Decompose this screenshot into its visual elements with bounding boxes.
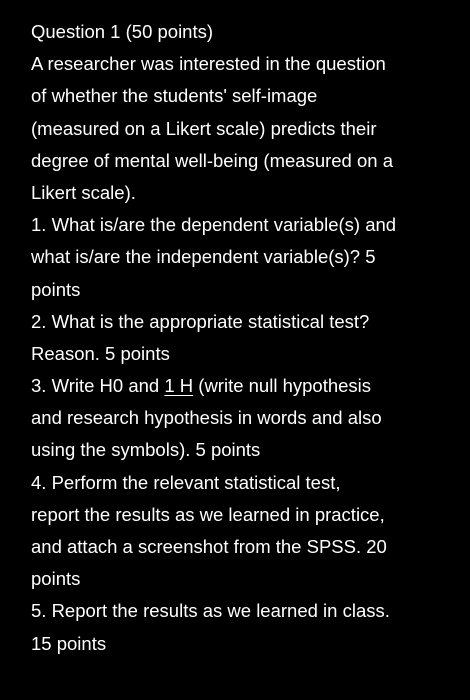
item-4-line: 4. Perform the relevant statistical test, xyxy=(31,471,341,493)
item-4-line: report the results as we learned in practice, xyxy=(31,503,385,525)
item-5-line: 15 points xyxy=(31,632,107,654)
item-2-line: 2. What is the appropriate statistical test? xyxy=(31,310,370,332)
item-3-underlined-h1: 1 H xyxy=(164,375,194,397)
intro-line: degree of mental well-being (measured on a xyxy=(31,149,393,171)
item-3-suffix: (write null hypothesis xyxy=(193,375,372,397)
intro-line: A researcher was interested in the question xyxy=(31,53,386,75)
item-1-line: what is/are the independent variable(s)? 5 xyxy=(31,246,376,268)
item-4-line: and attach a screenshot from the SPSS. 20 xyxy=(31,536,387,557)
intro-line: Likert scale). xyxy=(31,181,136,203)
item-2-line: Reason. 5 points xyxy=(31,342,170,364)
intro-line: of whether the students' self-image xyxy=(31,85,318,107)
question-title: Question 1 (50 points) xyxy=(31,21,214,42)
item-3-line xyxy=(31,370,456,402)
item-1-line: points xyxy=(31,278,81,300)
intro-line: (measured on a Likert scale) predicts their xyxy=(31,117,377,139)
item-1-line: 1. What is/are the dependent variable(s) and xyxy=(31,214,397,236)
item-4-line: points xyxy=(31,568,81,590)
item-3-line: using the symbols). 5 points xyxy=(31,439,261,461)
item-5-line: 5. Report the results as we learned in class. xyxy=(31,600,390,622)
item-3-prefix: 3. Write H0 and xyxy=(31,375,165,397)
item-3-line: and research hypothesis in words and also xyxy=(31,407,382,429)
